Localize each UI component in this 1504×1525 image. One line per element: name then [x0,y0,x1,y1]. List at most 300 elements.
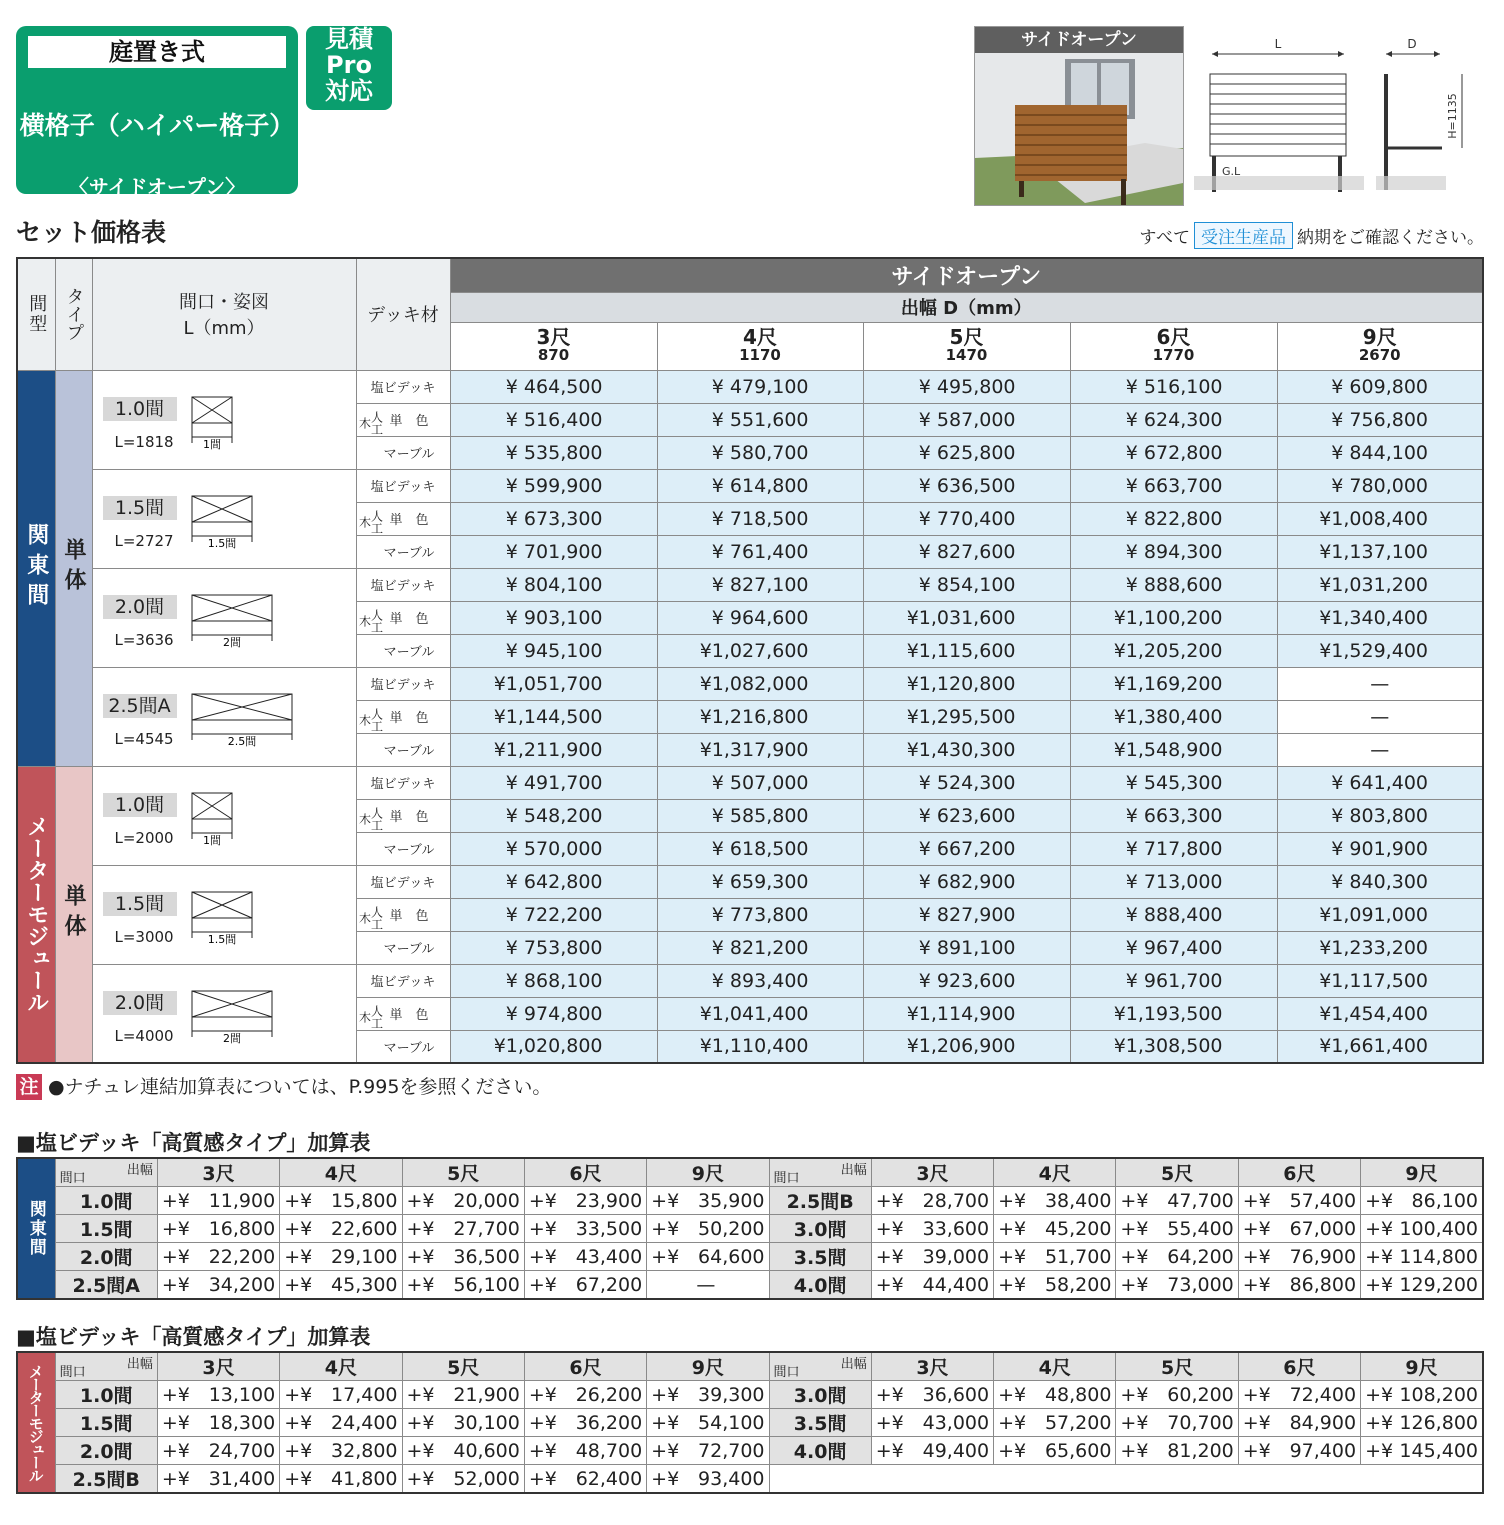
length-value: L=3000 [114,927,174,946]
price-cell: — [1277,667,1483,700]
add-amount: 29,100 [331,1245,398,1268]
add-table-title-kanto: ■塩ビデッキ「高質感タイプ」加算表 [16,1131,371,1155]
mitsumori-line2: Pro [326,51,372,79]
add-amount: 32,800 [331,1439,398,1462]
plus-yen: +¥ [528,1245,557,1268]
add-amount: 13,100 [208,1383,276,1406]
price-cell: ¥ 770,400 [863,502,1070,535]
size-badge: 2.5間A [103,694,177,718]
plus-yen: +¥ [1365,1245,1394,1268]
plus-yen: +¥ [406,1467,435,1490]
price-cell: ¥1,114,900 [863,997,1070,1030]
deck-marble-label: マーブル [383,645,435,660]
depth-shaku: 5尺 [949,325,984,349]
price-cell: ¥ 464,500 [450,370,657,403]
price-cell: ¥ 891,100 [863,931,1070,964]
deck-marble-label: マーブル [383,1040,435,1056]
size-badge: 2.0間 [103,595,177,619]
price-cell: ¥ 894,300 [1070,535,1277,568]
plus-yen: +¥ [1120,1383,1149,1406]
add-row-label: 3.0間 [769,1215,871,1243]
add-value-cell [1361,1409,1483,1437]
price-cell: ¥1,082,000 [657,667,863,700]
price-cell: ¥ 495,800 [863,370,1070,403]
price-cell: ¥ 827,900 [863,898,1070,931]
length-value: L=2727 [114,531,174,550]
plus-yen: +¥ [651,1439,680,1462]
add-amount: 72,400 [1289,1383,1357,1406]
size-badge: 1.0間 [103,793,177,817]
add-col-header: 4尺 [994,1158,1116,1187]
plus-yen: +¥ [406,1217,435,1240]
plus-yen: +¥ [651,1217,680,1240]
plus-yen: +¥ [1365,1273,1394,1296]
add-value-cell [402,1465,524,1494]
price-cell: ¥ 945,100 [450,634,657,667]
plus-yen: +¥ [406,1245,435,1268]
type-label: 単体 [55,370,92,766]
add-value-cell [157,1465,279,1494]
depth-mm: 1170 [739,346,781,364]
price-cell: ¥ 821,200 [657,931,863,964]
add-amount: 36,600 [922,1383,990,1406]
price-cell: ¥1,295,500 [863,700,1070,733]
add-value-cell [280,1465,402,1494]
add-region-label: メーターモジュール [17,1352,55,1493]
add-value-cell [871,1437,993,1465]
size-cell [92,964,356,1063]
price-cell: ¥ 524,300 [863,766,1070,799]
plus-yen: +¥ [1120,1273,1149,1296]
add-amount: 17,400 [331,1383,398,1406]
add-amount: 73,000 [1167,1273,1234,1296]
span-label: 1.5間 [207,536,236,550]
price-cell: ¥1,031,200 [1277,568,1483,601]
price-cell: ¥ 923,600 [863,964,1070,997]
price-cell: ¥ 844,100 [1277,436,1483,469]
price-cell: ¥ 854,100 [863,568,1070,601]
add-col-header: 6尺 [1238,1352,1360,1381]
price-cell: ¥1,193,500 [1070,997,1277,1030]
add-value-cell [994,1271,1116,1300]
price-row [17,469,1483,502]
plus-yen: +¥ [651,1467,680,1490]
depth-shaku: 3尺 [536,325,571,349]
add-amount: 60,200 [1167,1383,1234,1406]
price-cell: ¥ 682,900 [863,865,1070,898]
add-amount: 56,100 [453,1273,520,1296]
deck-pvc-label: 塩ビデッキ [356,568,450,601]
front-elevation-sketch [191,389,235,455]
deck-jinko-label [356,997,450,1030]
add-amount: 70,700 [1167,1411,1234,1434]
add-col-header: 9尺 [647,1352,769,1381]
col-header-maken: 間型 [17,258,55,370]
add-amount: 81,200 [1167,1439,1234,1462]
price-cell: ¥ 624,300 [1070,403,1277,436]
depth-mm: 1470 [945,346,988,364]
price-row [17,865,1483,898]
add-amount: 48,700 [575,1439,643,1462]
mitsumori-line3: 対応 [325,77,373,105]
plus-yen: +¥ [161,1273,190,1296]
add-col-header: 6尺 [524,1158,646,1187]
add-amount: 24,700 [208,1439,276,1462]
add-value-cell [647,1465,769,1494]
price-cell: ¥ 516,400 [450,403,657,436]
depth-mm: 870 [537,346,570,364]
price-cell: ¥ 893,400 [657,964,863,997]
size-badge: 1.0間 [103,397,177,421]
plus-yen: +¥ [1120,1189,1149,1212]
add-amount: 145,400 [1399,1439,1478,1462]
add-amount: 126,800 [1399,1411,1478,1434]
plus-yen: +¥ [1365,1439,1394,1462]
add-col-header: 3尺 [871,1158,993,1187]
plus-yen: +¥ [161,1189,190,1212]
price-cell: ¥ 822,800 [1070,502,1277,535]
add-col-header: 5尺 [1116,1158,1238,1187]
add-value-cell [647,1215,769,1243]
price-cell: ¥ 570,000 [450,832,657,865]
price-cell: ¥ 964,600 [657,601,863,634]
add-row-label: 3.5間 [769,1243,871,1271]
add-amount: 64,200 [1167,1245,1234,1268]
add-value-cell [402,1215,524,1243]
add-row [17,1381,1483,1409]
add-amount: 15,800 [331,1189,398,1212]
made-to-order-tag: 受注生産品 [1194,222,1293,249]
add-value-cell [157,1271,279,1300]
add-row-label: 4.0間 [769,1437,871,1465]
plus-yen: +¥ [998,1245,1027,1268]
depth-col-header [657,322,863,370]
add-row-label: 3.0間 [769,1381,871,1409]
plus-yen: +¥ [998,1189,1027,1212]
add-value-cell [280,1271,402,1300]
side-open-header: サイドオープン [450,258,1483,292]
price-cell: ¥ 491,700 [450,766,657,799]
plus-yen: +¥ [284,1439,313,1462]
add-row-label: 1.5間 [55,1215,157,1243]
plus-yen: +¥ [161,1217,190,1240]
plus-yen: +¥ [528,1439,557,1462]
span-label: 2間 [222,635,241,649]
price-row [17,964,1483,997]
price-cell: ¥1,091,000 [1277,898,1483,931]
plus-yen: +¥ [875,1273,904,1296]
add-value-cell [1238,1437,1360,1465]
add-amount: 20,000 [453,1189,520,1212]
deck-jinko-label [356,601,450,634]
add-amount: 21,900 [453,1383,520,1406]
plus-yen: +¥ [161,1439,190,1462]
price-cell: ¥ 888,600 [1070,568,1277,601]
add-amount: 18,300 [208,1411,276,1434]
price-cell: ¥ 618,500 [657,832,863,865]
price-cell: ¥1,308,500 [1070,1030,1277,1063]
add-col-header: 5尺 [402,1352,524,1381]
add-row [17,1243,1483,1271]
price-cell: ¥ 761,400 [657,535,863,568]
add-row-label: 1.0間 [55,1187,157,1215]
add-amount: 64,600 [698,1245,765,1268]
add-amount: 54,100 [698,1411,765,1434]
price-cell: ¥ 773,800 [657,898,863,931]
add-corner: 出幅 間口 [769,1158,871,1187]
price-cell: ¥ 623,600 [863,799,1070,832]
deck-jinko-label [356,733,450,766]
depth-col-header [450,322,657,370]
price-cell: ¥ 535,800 [450,436,657,469]
deck-pvc-label: 塩ビデッキ [356,964,450,997]
add-amount: 35,900 [698,1189,765,1212]
size-cell [92,667,356,766]
price-cell: ¥ 585,800 [657,799,863,832]
plus-yen: +¥ [875,1189,904,1212]
price-cell: ¥ 663,700 [1070,469,1277,502]
price-cell: ¥1,137,100 [1277,535,1483,568]
add-value-cell [280,1437,402,1465]
add-amount: 11,900 [208,1189,276,1212]
installation-label: 庭置き式 [28,36,286,68]
add-value-cell [1238,1243,1360,1271]
price-cell: ¥1,454,400 [1277,997,1483,1030]
plus-yen: +¥ [1365,1411,1394,1434]
empty-cell [1238,1465,1360,1494]
plus-yen: +¥ [284,1273,313,1296]
plus-yen: +¥ [1242,1383,1271,1406]
plus-yen: +¥ [875,1383,904,1406]
add-amount: 50,200 [698,1217,765,1240]
add-row-label: 2.5間B [769,1187,871,1215]
add-amount: 129,200 [1399,1273,1478,1296]
price-cell: ¥1,206,900 [863,1030,1070,1063]
add-value-cell [524,1381,646,1409]
diagram-label-l: L [1274,37,1282,51]
add-amount: 16,800 [208,1217,276,1240]
length-value: L=3636 [114,630,174,649]
price-cell: ¥ 673,300 [450,502,657,535]
empty-cell [1116,1465,1238,1494]
plus-yen: +¥ [284,1245,313,1268]
plus-yen: +¥ [1242,1273,1271,1296]
add-amount: 36,500 [453,1245,520,1268]
plus-yen: +¥ [1120,1217,1149,1240]
plus-yen: +¥ [284,1411,313,1434]
plus-yen: +¥ [284,1467,313,1490]
depth-col-header [863,322,1070,370]
add-value-cell [994,1215,1116,1243]
plus-yen: +¥ [528,1273,557,1296]
add-value-cell [280,1381,402,1409]
add-amount: 52,000 [453,1467,520,1490]
price-cell: ¥1,216,800 [657,700,863,733]
span-label: 2.5間 [227,734,256,748]
depth-col-header [1070,322,1277,370]
plus-yen: +¥ [875,1411,904,1434]
add-value-cell [994,1409,1116,1437]
deck-jinko-label [356,832,450,865]
deck-jinko-label [356,799,450,832]
set-price-table [16,257,1484,1064]
add-region-label: 関東間 [17,1158,55,1299]
price-cell: ¥1,027,600 [657,634,863,667]
span-label: 1間 [202,437,221,451]
plus-yen: +¥ [998,1383,1027,1406]
diagram-label-d: D [1407,37,1417,51]
add-col-header: 6尺 [1238,1158,1360,1187]
price-cell: ¥ 753,800 [450,931,657,964]
add-row [17,1215,1483,1243]
order-note [1139,222,1484,249]
type-label: 単体 [55,766,92,1063]
add-amount: 67,000 [1289,1217,1357,1240]
price-cell: ¥1,008,400 [1277,502,1483,535]
price-cell: ¥1,041,400 [657,997,863,1030]
price-cell: ¥1,548,900 [1070,733,1277,766]
price-cell: ¥ 641,400 [1277,766,1483,799]
deck-pvc-label: 塩ビデッキ [356,766,450,799]
size-cell [92,766,356,865]
region-label: 関東間 [17,370,55,766]
price-cell: ¥1,211,900 [450,733,657,766]
plus-yen: +¥ [284,1189,313,1212]
add-corner: 出幅 間口 [769,1352,871,1381]
price-cell: ¥ 961,700 [1070,964,1277,997]
price-row [17,370,1483,403]
price-cell: ¥ 636,500 [863,469,1070,502]
add-amount: 28,700 [922,1189,990,1212]
plus-yen: +¥ [651,1383,680,1406]
plus-yen: +¥ [161,1383,190,1406]
add-value-cell [280,1187,402,1215]
add-value-cell [647,1271,769,1300]
add-amount: 43,400 [575,1245,643,1268]
add-col-header: 9尺 [1361,1352,1483,1381]
product-photo [974,26,1184,206]
price-row [17,667,1483,700]
price-cell: ¥ 587,000 [863,403,1070,436]
plus-yen: +¥ [1120,1439,1149,1462]
section-title: セット価格表 [16,218,167,247]
add-value-cell [1238,1187,1360,1215]
add-table-title-meter: ■塩ビデッキ「高質感タイプ」加算表 [16,1325,371,1349]
price-cell: ¥ 642,800 [450,865,657,898]
length-value: L=4545 [114,729,174,748]
depth-header: 出幅 D（mm） [450,292,1483,322]
add-value-cell [871,1271,993,1300]
price-cell: ¥1,205,200 [1070,634,1277,667]
price-cell: ¥ 599,900 [450,469,657,502]
price-cell: ¥1,233,200 [1277,931,1483,964]
plus-yen: +¥ [998,1411,1027,1434]
price-cell: ¥1,340,400 [1277,601,1483,634]
add-value-cell [402,1187,524,1215]
price-cell: ¥ 827,600 [863,535,1070,568]
price-cell: — [1277,733,1483,766]
deck-marble-label: マーブル [383,447,435,462]
add-value-cell [524,1215,646,1243]
deck-jinko-label [356,535,450,568]
deck-solid-label: 単 色 [389,612,429,627]
size-cell [92,865,356,964]
plus-yen: +¥ [406,1439,435,1462]
add-amount: 51,700 [1044,1245,1112,1268]
add-amount: 41,800 [331,1467,398,1490]
add-amount: 62,400 [575,1467,643,1490]
price-cell: — [1277,700,1483,733]
plus-yen: +¥ [528,1217,557,1240]
deck-jinko-label [356,502,450,535]
add-value-cell [157,1187,279,1215]
add-value-cell [1238,1381,1360,1409]
add-amount: 48,800 [1044,1383,1112,1406]
deck-jinko-label [356,931,450,964]
add-amount: 86,800 [1289,1273,1357,1296]
add-value-cell [524,1271,646,1300]
price-cell: ¥1,110,400 [657,1030,863,1063]
add-amount: 43,000 [922,1411,990,1434]
add-amount: 38,400 [1044,1189,1112,1212]
add-value-cell [1116,1381,1238,1409]
price-cell: ¥1,169,200 [1070,667,1277,700]
plus-yen: +¥ [406,1189,435,1212]
deck-solid-label: 単 色 [389,810,429,825]
size-cell [92,568,356,667]
price-cell: ¥ 701,900 [450,535,657,568]
plus-yen: +¥ [651,1189,680,1212]
plus-yen: +¥ [1120,1411,1149,1434]
plus-yen: +¥ [998,1439,1027,1462]
price-cell: ¥ 667,200 [863,832,1070,865]
price-cell: ¥ 804,100 [450,568,657,601]
plus-yen: +¥ [1242,1245,1271,1268]
front-elevation-sketch [191,488,255,554]
front-elevation-sketch [191,686,295,752]
plus-yen: +¥ [284,1217,313,1240]
price-cell: ¥1,529,400 [1277,634,1483,667]
add-amount: 57,400 [1289,1189,1357,1212]
add-col-header: 3尺 [157,1352,279,1381]
diagram-label-gl: G.L [1222,165,1241,178]
add-amount: 65,600 [1044,1439,1112,1462]
deck-jinko-label [356,634,450,667]
deck-solid-label: 単 色 [389,1008,429,1023]
add-value-cell [871,1215,993,1243]
plus-yen: +¥ [1365,1217,1394,1240]
add-col-header: 6尺 [524,1352,646,1381]
add-amount: 39,000 [922,1245,990,1268]
add-table-kanto [16,1157,1484,1300]
footnote [16,1072,551,1100]
add-value-cell [647,1409,769,1437]
add-amount: 39,300 [698,1383,765,1406]
length-value: L=1818 [114,432,174,451]
add-row-label: 3.5間 [769,1409,871,1437]
deck-solid-label: 単 色 [389,909,429,924]
add-value-cell [402,1437,524,1465]
plus-yen: +¥ [284,1383,313,1406]
add-value-cell [280,1409,402,1437]
price-cell: ¥1,317,900 [657,733,863,766]
dimension-diagram [1194,36,1484,204]
price-cell: ¥1,115,600 [863,634,1070,667]
add-row-label: 2.0間 [55,1243,157,1271]
jinko-vertical: 人工木 [357,410,384,435]
add-value-cell [524,1243,646,1271]
add-amount: 22,200 [208,1245,276,1268]
